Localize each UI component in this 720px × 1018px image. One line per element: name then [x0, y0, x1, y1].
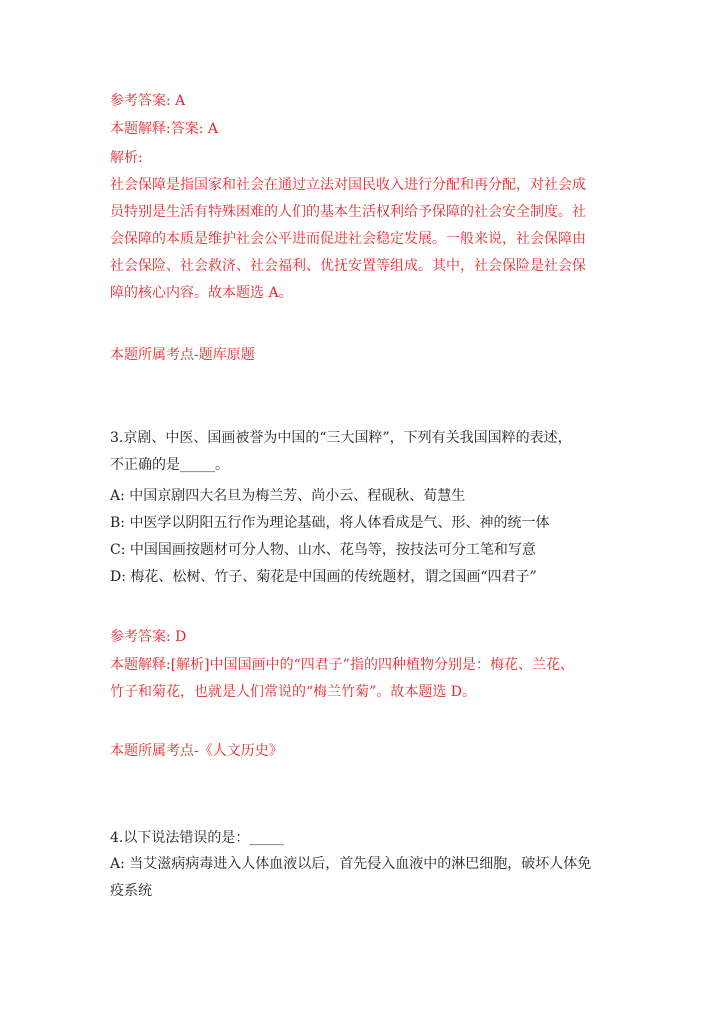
explanation-line: 本题解释:[解析]中国国画中的“四君子”指的四种植物分别是：梅花、兰花、	[110, 657, 574, 673]
analysis-line: 会保障的本质是维护社会公平进而促进社会稳定发展。一般来说，社会保障由	[110, 231, 586, 247]
question-stem: 4.以下说法错误的是：_____	[110, 830, 285, 846]
option-a-line: 疫系统	[110, 883, 152, 899]
option-d: D: 梅花、松树、竹子、菊花是中国画的传统题材，谓之国画“四君子”	[110, 569, 537, 585]
analysis-line: 员特别是生活有特殊困难的人们的基本生活权利给予保障的社会安全制度。社	[110, 204, 586, 220]
option-a: A: 中国京剧四大名旦为梅兰芳、尚小云、程砚秋、荀慧生	[110, 488, 466, 504]
analysis-paragraph	[110, 172, 610, 307]
question-stem-line: 3.京剧、中医、国画被誉为中国的“三大国粹”，下列有关我国国粹的表述，	[110, 430, 572, 446]
question-stem	[110, 425, 610, 479]
analysis-line: 障的核心内容。故本题选 A。	[110, 285, 293, 301]
explanation-line: 本题解释:答案: A	[110, 121, 218, 137]
option-c: C: 中国国画按题材可分人物、山水、花鸟等，按技法可分工笔和写意	[110, 542, 536, 558]
answer-line: 参考答案: A	[110, 93, 186, 109]
answer-line: 参考答案: D	[110, 629, 187, 645]
options-list	[110, 483, 610, 591]
analysis-label: 解析:	[110, 150, 143, 166]
option-b: B: 中医学以阴阳五行作为理论基础，将人体看成是气、形、神的统一体	[110, 515, 550, 531]
analysis-line: 社会保障是指国家和社会在通过立法对国民收入进行分配和再分配，对社会成	[110, 177, 586, 193]
explanation-paragraph	[110, 652, 610, 706]
topic-line: 本题所属考点-题库原题	[110, 347, 255, 363]
explanation-line: 竹子和菊花，也就是人们常说的“梅兰竹菊”。故本题选 D。	[110, 684, 476, 700]
analysis-line: 社会保险、社会救济、社会福利、优抚安置等组成。其中，社会保险是社会保	[110, 258, 586, 274]
option-a-line: A: 当艾滋病病毒进入人体血液以后，首先侵入血液中的淋巴细胞，破坏人体免	[110, 856, 592, 872]
topic-line: 本题所属考点-《人文历史》	[110, 743, 283, 759]
question-stem-line: 不正确的是_____。	[110, 457, 229, 473]
option-a	[110, 851, 610, 905]
